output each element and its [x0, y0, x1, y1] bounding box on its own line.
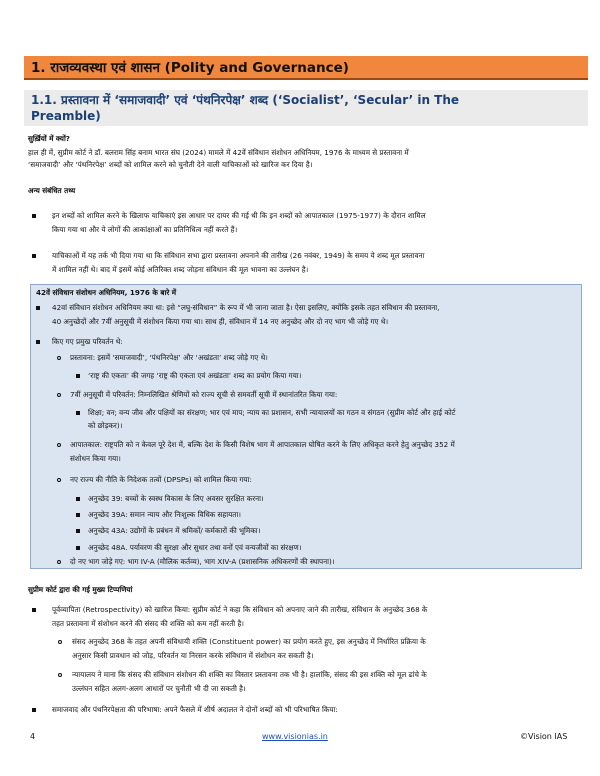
box-title: 42वें संविधान संशोधन अधिनियम, 1976 के बारे में: [36, 288, 177, 297]
box-dpsp-art39a: अनुच्छेद 39A: समान न्याय और निःशुल्क विधिक सहायता।: [88, 510, 241, 519]
circle-bullet-icon: [58, 640, 62, 644]
box-dpsp-art43a: अनुच्छेद 43A: उद्योगों के प्रबंधन में श्रमिकों/ कर्मकारों की भूमिका।: [88, 526, 261, 535]
court-bullet-1-line-2: तहत प्रस्तावना में संशोधन करने की संसद की शक्ति को कम नहीं करती है।: [52, 619, 244, 628]
box-change-schedule-sub-line-2: को छोड़कर)।: [88, 421, 123, 430]
circle-bullet-icon: [58, 673, 62, 677]
circle-bullet-icon: [57, 560, 61, 564]
facts-bullet-2-line-1: याचिकाओं में यह तर्क भी दिया गया था कि संविधान सभा द्वारा प्रस्तावना अपनाने की तारीख (26 नवंबर, 1949) के समय ये शब्द मूल प्रस्तावना: [52, 251, 425, 260]
page-number: 4: [30, 732, 36, 741]
facts-heading: अन्य संबंधित तथ्य: [28, 186, 76, 195]
bullet-icon: [76, 513, 80, 517]
box-change-schedule: 7वीं अनुसूची में परिवर्तन: निम्नलिखित श्रेणियों को राज्य सूची से समवर्ती सूची में स्थानांतरित किया गया:: [70, 390, 338, 399]
news-heading: सुर्ख़ियों में क्यों?: [28, 134, 70, 143]
circle-bullet-icon: [57, 356, 61, 360]
circle-bullet-icon: [57, 478, 61, 482]
box-dpsp-art39: अनुच्छेद 39: बच्चों के स्वस्थ विकास के लिए अवसर सुरक्षित करना।: [88, 494, 264, 503]
facts-bullet-2-line-2: में शामिल नहीं थे। बाद में इसमें कोई अतिरिक्त शब्द जोड़ना संविधान की मूल भावना का उल्लंघन है।: [52, 265, 309, 274]
court-sub-1-line-2: अनुसार किसी प्रावधान को जोड़, परिवर्तन या निरसन करके संविधान में संशोधन कर सकती है।: [72, 651, 314, 660]
box-bullet-1-line-2: 40 अनुच्छेदों और 7वीं अनुसूची में संशोधन किया गया था। साथ ही, संविधान में 14 नए अनुच्छेद और दो नए भाग भी जोड़े गए थे।: [52, 317, 389, 326]
subsection-title-line2: Preamble): [31, 109, 101, 123]
box-change-preamble: प्रस्तावना: इसमें ‘समाजवादी’, ‘पंथनिरपेक्ष’ और ‘अखंडता’ शब्द जोड़े गए थे।: [70, 353, 268, 362]
bullet-icon: [32, 708, 36, 712]
facts-bullet-1-line-2: किया गया था और ये लोगों की आकांक्षाओं का प्रतिनिधित्व नहीं करते हैं।: [52, 225, 238, 234]
box-bullet-2: किए गए प्रमुख परिवर्तन थे:: [52, 337, 123, 346]
facts-bullet-1-line-1: इन शब्दों को शामिल करने के खिलाफ याचिकाएं इस आधार पर दायर की गई थी कि इन शब्दों को आपातकाल (1975-1977) के दौरान शामिल: [52, 211, 426, 220]
court-sub-2-line-2: उल्लंघन सहित अलग-अलग आधारों पर चुनौती भी दी जा सकती है।: [72, 684, 246, 693]
bullet-icon: [76, 497, 80, 501]
news-line-1: हाल ही में, सुप्रीम कोर्ट ने डॉ. बलराम सिंह बनाम भारत संघ (2024) मामले में 42वें संविधान संशोधन अधिनियम, 1976 के माध्यम से प्रस्तावना में: [28, 148, 409, 157]
section-title: 1. राजव्यवस्था एवं शासन (Polity and Governance): [24, 56, 588, 80]
box-change-new-parts: दो नए भाग जोड़े गए: भाग IV-A (मौलिक कर्तव्य), भाग XIV-A (प्रशासनिक अधिकरणों की स्थापना)।: [70, 557, 335, 566]
box-change-emergency-line-2: संशोधन किया गया।: [70, 454, 121, 463]
box-change-preamble-sub: ‘राष्ट्र की एकता’ की जगह ‘राष्ट्र की एकता एवं अखंडता’ शब्द का प्रयोग किया गया।: [88, 371, 302, 380]
box-change-schedule-sub-line-1: शिक्षा; वन; वन्य जीव और पक्षियों का संरक्षण; भार एवं माप; न्याय का प्रशासन, सभी न्यायालयों का गठन व संगठन (सुप्रीम कोर्ट और हाई कोर्ट: [88, 408, 456, 417]
bullet-icon: [76, 529, 80, 533]
court-sub-2-line-1: न्यायालय ने माना कि संसद की संविधान संशोधन की शक्ति का विस्तार प्रस्तावना तक भी है। हालांकि, संसद की इस शक्ति को मूल ढांचे के: [72, 670, 427, 679]
subsection-title: [24, 90, 588, 126]
box-change-dpsp: नए राज्य की नीति के निदेशक तत्वों (DPSPs) को शामिल किया गया:: [70, 475, 252, 484]
court-bullet-2: समाजवाद और पंथनिरपेक्षता की परिभाषा: अपने फैसले में शीर्ष अदालत ने दोनों शब्दों को भी परिभाषित किया:: [52, 705, 338, 714]
website-link[interactable]: www.visionias.in: [262, 732, 328, 741]
box-bullet-1-line-1: 42वां संविधान संशोधन अधिनियम क्या था: इसे “लघु-संविधान” के रूप में भी जाना जाता है। ऐसा इसलिए, क्योंकि इसके तहत संविधान की प्रस्तावना,: [52, 303, 440, 312]
copyright: ©Vision IAS: [520, 732, 568, 741]
bullet-icon: [32, 254, 36, 258]
court-bullet-1-line-1: पूर्वव्यापिता (Retrospectivity) को खारिज किया: सुप्रीम कोर्ट ने कहा कि संविधान को अपनाए जाने की तारीख, संविधान के अनुच्छेद 368 के: [52, 605, 428, 614]
bullet-icon: [32, 214, 36, 218]
circle-bullet-icon: [57, 443, 61, 447]
circle-bullet-icon: [57, 393, 61, 397]
bullet-icon: [76, 546, 80, 550]
bullet-icon: [76, 374, 80, 378]
court-heading: सुप्रीम कोर्ट द्वारा की गई मुख्य टिप्पणियां: [28, 585, 133, 594]
bullet-icon: [32, 608, 36, 612]
bullet-icon: [36, 340, 40, 344]
bullet-icon: [76, 411, 80, 415]
news-line-2: ‘समाजवादी’ और ‘पंथनिरपेक्ष’ शब्दों को शामिल करने को चुनौती देने वाली याचिकाओं को खारिज कर दिया है।: [28, 160, 313, 169]
court-sub-1-line-1: संसद अनुच्छेद 368 के तहत अपनी संविधायी शक्ति (Constituent power) का प्रयोग करते हुए, इस अनुच्छेद में निर्धारित प्रक्रिया के: [72, 637, 426, 646]
box-change-emergency-line-1: आपातकाल: राष्ट्रपति को न केवल पूरे देश में, बल्कि देश के किसी विशेष भाग में आपातकाल घोषित करने के लिए अधिकृत करने हेतु अनुच्छेद 352 में: [70, 440, 455, 449]
bullet-icon: [36, 306, 40, 310]
subsection-title-line1: 1.1. प्रस्तावना में ‘समाजवादी’ एवं ‘पंथनिरपेक्ष’ शब्द (‘Socialist’, ‘Secular’ in The: [31, 93, 460, 107]
box-dpsp-art48a: अनुच्छेद 48A. पर्यावरण की सुरक्षा और सुधार तथा वनों एवं वन्यजीवों का संरक्षण।: [88, 543, 302, 552]
